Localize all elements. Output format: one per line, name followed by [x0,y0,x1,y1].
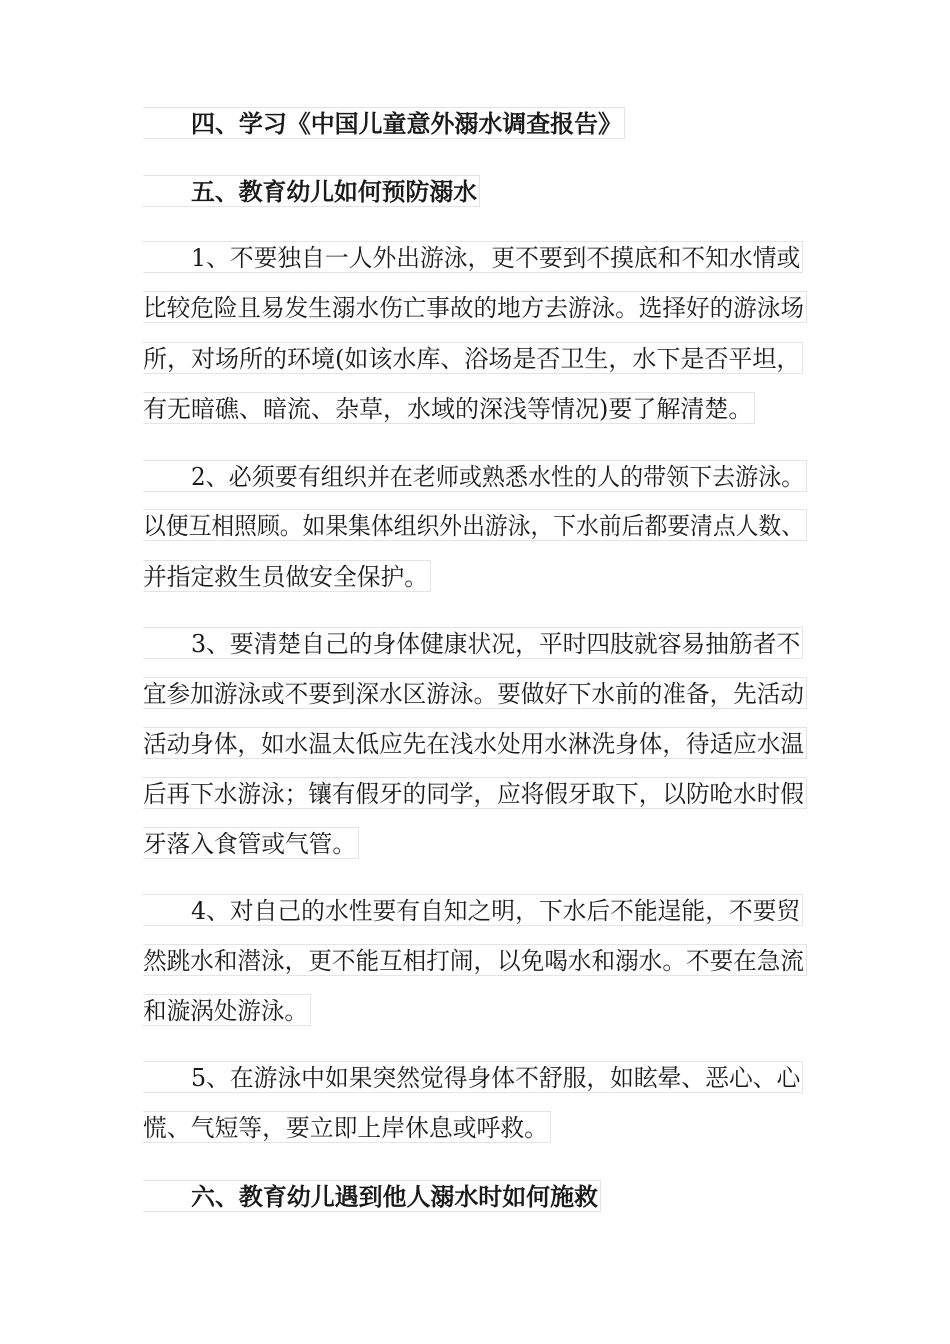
item3-line4: 后再下水游泳；镶有假牙的同学，应将假牙取下，以防呛水时假 [143,777,807,809]
item1-line1: 1、不要独自一人外出游泳，更不要到不摸底和不知水情或 [143,241,803,273]
item4-line3: 和漩涡处游泳。 [143,994,311,1026]
item2-line3: 并指定救生员做安全保护。 [143,560,431,592]
item5-line2: 慌、气短等，要立即上岸休息或呼救。 [143,1111,551,1143]
section-heading-4: 四、学习《中国儿童意外溺水调查报告》 [143,107,625,139]
section-heading-6: 六、教育幼儿遇到他人溺水时如何施救 [143,1180,601,1212]
item5-line1: 5、在游泳中如果突然觉得身体不舒服，如眩晕、恶心、心 [143,1061,803,1093]
item2-line2: 以便互相照顾。如果集体组织外出游泳，下水前后都要清点人数、 [143,509,807,541]
item4-line1: 4、对自己的水性要有自知之明，下水后不能逞能，不要贸 [143,894,803,926]
item3-line5: 牙落入食管或气管。 [143,827,359,859]
item1-line3: 所，对场所的环境(如该水库、浴场是否卫生，水下是否平坦， [143,342,803,374]
item3-line2: 宜参加游泳或不要到深水区游泳。要做好下水前的准备，先活动 [143,677,807,709]
item1-line4: 有无暗礁、暗流、杂草，水域的深浅等情况)要了解清楚。 [143,392,755,424]
item2-line1: 2、必须要有组织并在老师或熟悉水性的人的带领下去游泳。 [143,460,807,492]
item3-line1: 3、要清楚自己的身体健康状况，平时四肢就容易抽筋者不 [143,627,803,659]
section-heading-5: 五、教育幼儿如何预防溺水 [143,175,480,207]
item4-line2: 然跳水和潜泳，更不能互相打闹，以免喝水和溺水。不要在急流 [143,944,807,976]
item1-line2: 比较危险且易发生溺水伤亡事故的地方去游泳。选择好的游泳场 [143,291,807,323]
item3-line3: 活动身体，如水温太低应先在浅水处用水淋洗身体，待适应水温 [143,727,807,759]
